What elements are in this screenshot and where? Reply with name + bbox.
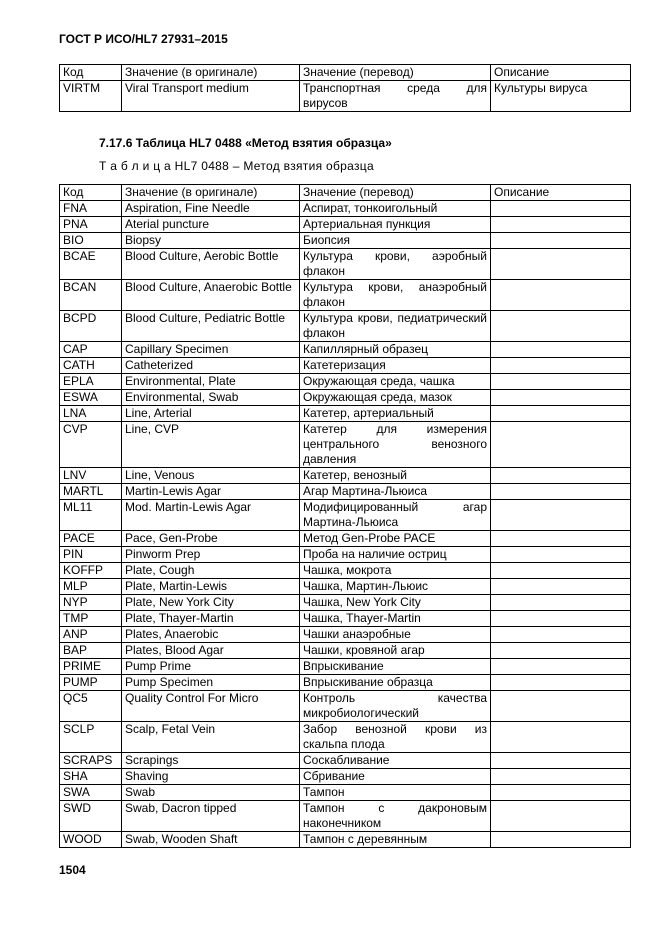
translated-value-cell: Проба на наличие остриц xyxy=(300,547,491,563)
translated-value-cell: Контроль качества микробиологический xyxy=(300,691,491,722)
table-row xyxy=(60,280,631,311)
description-cell xyxy=(491,801,631,832)
description-cell xyxy=(491,500,631,531)
code-cell: BAP xyxy=(60,643,122,659)
table-row xyxy=(60,358,631,374)
table-row xyxy=(60,342,631,358)
description-cell xyxy=(491,659,631,675)
description-cell xyxy=(491,627,631,643)
description-cell xyxy=(491,675,631,691)
original-value-cell: Line, CVP xyxy=(122,422,300,468)
description-cell xyxy=(491,643,631,659)
translated-value-cell: Транспортная среда для вирусов xyxy=(300,81,491,112)
table-row xyxy=(60,406,631,422)
table-row xyxy=(60,547,631,563)
table-row xyxy=(60,311,631,342)
table-row xyxy=(60,563,631,579)
description-cell xyxy=(491,358,631,374)
code-cell: KOFFP xyxy=(60,563,122,579)
header-row xyxy=(60,185,631,201)
original-value-cell: Plate, New York City xyxy=(122,595,300,611)
code-cell: SCLP xyxy=(60,722,122,753)
code-cell: ESWA xyxy=(60,390,122,406)
original-value-cell: Shaving xyxy=(122,769,300,785)
description-cell xyxy=(491,280,631,311)
description-cell xyxy=(491,406,631,422)
description-cell xyxy=(491,769,631,785)
original-value-cell: Line, Venous xyxy=(122,468,300,484)
code-cell: SHA xyxy=(60,769,122,785)
translated-value-cell: Чашка, New York City xyxy=(300,595,491,611)
table-row xyxy=(60,217,631,233)
code-cell: FNA xyxy=(60,201,122,217)
original-value-cell: Viral Transport medium xyxy=(122,81,300,112)
translated-value-cell: Впрыскивание xyxy=(300,659,491,675)
document-header: ГОСТ Р ИСО/HL7 27931–2015 xyxy=(59,32,228,46)
table-caption: Т а б л и ц а HL7 0488 – Метод взятия образца xyxy=(99,159,374,173)
original-value-cell: Pace, Gen-Probe xyxy=(122,531,300,547)
code-cell: LNV xyxy=(60,468,122,484)
code-cell: PIN xyxy=(60,547,122,563)
table-row xyxy=(60,468,631,484)
translated-value-cell: Тампон с дакроновым наконечником xyxy=(300,801,491,832)
table-row xyxy=(60,595,631,611)
translated-value-cell: Метод Gen-Probe PACE xyxy=(300,531,491,547)
description-cell xyxy=(491,374,631,390)
column-header: Код xyxy=(60,65,122,81)
code-cell: PACE xyxy=(60,531,122,547)
description-cell xyxy=(491,342,631,358)
original-value-cell: Pump Prime xyxy=(122,659,300,675)
description-cell xyxy=(491,785,631,801)
description-cell xyxy=(491,722,631,753)
code-cell: BCAE xyxy=(60,249,122,280)
code-cell: BCPD xyxy=(60,311,122,342)
column-header: Значение (в оригинале) xyxy=(122,185,300,201)
code-cell: BCAN xyxy=(60,280,122,311)
translated-value-cell: Модифицированный агар Мартина-Льюиса xyxy=(300,500,491,531)
original-value-cell: Environmental, Plate xyxy=(122,374,300,390)
description-cell xyxy=(491,422,631,468)
column-header: Значение (перевод) xyxy=(300,65,491,81)
translated-value-cell: Агар Мартина-Льюиса xyxy=(300,484,491,500)
description-cell xyxy=(491,563,631,579)
translated-value-cell: Чашка, Thayer-Martin xyxy=(300,611,491,627)
translated-value-cell: Тампон с деревянным xyxy=(300,832,491,848)
code-cell: VIRTM xyxy=(60,81,122,112)
table-row xyxy=(60,722,631,753)
code-cell: PNA xyxy=(60,217,122,233)
code-cell: EPLA xyxy=(60,374,122,390)
original-value-cell: Aterial puncture xyxy=(122,217,300,233)
table-row xyxy=(60,611,631,627)
original-value-cell: Martin-Lewis Agar xyxy=(122,484,300,500)
original-value-cell: Line, Arterial xyxy=(122,406,300,422)
original-value-cell: Swab, Dacron tipped xyxy=(122,801,300,832)
code-cell: BIO xyxy=(60,233,122,249)
translated-value-cell: Тампон xyxy=(300,785,491,801)
table-row xyxy=(60,832,631,848)
description-cell xyxy=(491,468,631,484)
code-cell: NYP xyxy=(60,595,122,611)
translated-value-cell: Соскабливание xyxy=(300,753,491,769)
original-value-cell: Quality Control For Micro xyxy=(122,691,300,722)
description-cell xyxy=(491,832,631,848)
table-row xyxy=(60,801,631,832)
code-cell: WOOD xyxy=(60,832,122,848)
table-row xyxy=(60,484,631,500)
table-row xyxy=(60,531,631,547)
translated-value-cell: Капиллярный образец xyxy=(300,342,491,358)
column-header: Код xyxy=(60,185,122,201)
translated-value-cell: Чашки, кровяной агар xyxy=(300,643,491,659)
description-cell xyxy=(491,217,631,233)
translated-value-cell: Аспират, тонкоигольный xyxy=(300,201,491,217)
original-value-cell: Pinworm Prep xyxy=(122,547,300,563)
original-value-cell: Pump Specimen xyxy=(122,675,300,691)
original-value-cell: Plate, Cough xyxy=(122,563,300,579)
translated-value-cell: Культура крови, анаэробный флакон xyxy=(300,280,491,311)
section-heading: 7.17.6 Таблица HL7 0488 «Метод взятия образца» xyxy=(99,136,392,150)
original-value-cell: Swab, Wooden Shaft xyxy=(122,832,300,848)
description-cell xyxy=(491,579,631,595)
table-row xyxy=(60,390,631,406)
translated-value-cell: Забор венозной крови из скальпа плода xyxy=(300,722,491,753)
original-value-cell: Swab xyxy=(122,785,300,801)
table-row xyxy=(60,233,631,249)
description-cell xyxy=(491,311,631,342)
description-cell xyxy=(491,611,631,627)
page-number: 1504 xyxy=(59,863,86,877)
table-row xyxy=(60,500,631,531)
original-value-cell: Capillary Specimen xyxy=(122,342,300,358)
description-cell xyxy=(491,595,631,611)
description-cell xyxy=(491,484,631,500)
translated-value-cell: Сбривание xyxy=(300,769,491,785)
code-cell: SCRAPS xyxy=(60,753,122,769)
code-cell: ANP xyxy=(60,627,122,643)
original-value-cell: Aspiration, Fine Needle xyxy=(122,201,300,217)
description-cell xyxy=(491,691,631,722)
original-value-cell: Plate, Martin-Lewis xyxy=(122,579,300,595)
table-row xyxy=(60,374,631,390)
code-cell: CATH xyxy=(60,358,122,374)
column-header: Значение (перевод) xyxy=(300,185,491,201)
translated-value-cell: Культура крови, аэробный флакон xyxy=(300,249,491,280)
table-row xyxy=(60,659,631,675)
code-cell: MARTL xyxy=(60,484,122,500)
original-value-cell: Blood Culture, Pediatric Bottle xyxy=(122,311,300,342)
translated-value-cell: Чашка, мокрота xyxy=(300,563,491,579)
table-row xyxy=(60,579,631,595)
description-cell xyxy=(491,753,631,769)
code-cell: TMP xyxy=(60,611,122,627)
table-row xyxy=(60,643,631,659)
original-value-cell: Blood Culture, Anaerobic Bottle xyxy=(122,280,300,311)
description-cell xyxy=(491,531,631,547)
translated-value-cell: Чашки анаэробные xyxy=(300,627,491,643)
table-row xyxy=(60,753,631,769)
original-value-cell: Blood Culture, Aerobic Bottle xyxy=(122,249,300,280)
code-cell: QC5 xyxy=(60,691,122,722)
original-value-cell: Environmental, Swab xyxy=(122,390,300,406)
code-cell: PUMP xyxy=(60,675,122,691)
translated-value-cell: Окружающая среда, чашка xyxy=(300,374,491,390)
virtm-table xyxy=(59,64,631,112)
translated-value-cell: Окружающая среда, мазок xyxy=(300,390,491,406)
description-cell xyxy=(491,201,631,217)
translated-value-cell: Чашка, Мартин-Льюис xyxy=(300,579,491,595)
translated-value-cell: Катетер для измерения центрального венозного давления xyxy=(300,422,491,468)
code-cell: ML11 xyxy=(60,500,122,531)
table-row xyxy=(60,201,631,217)
code-cell: PRIME xyxy=(60,659,122,675)
code-cell: CVP xyxy=(60,422,122,468)
code-cell: SWD xyxy=(60,801,122,832)
original-value-cell: Biopsy xyxy=(122,233,300,249)
description-cell: Культуры вируса xyxy=(491,81,631,112)
translated-value-cell: Артериальная пункция xyxy=(300,217,491,233)
description-cell xyxy=(491,390,631,406)
code-cell: LNA xyxy=(60,406,122,422)
description-cell xyxy=(491,249,631,280)
original-value-cell: Mod. Martin-Lewis Agar xyxy=(122,500,300,531)
column-header: Значение (в оригинале) xyxy=(122,65,300,81)
column-header: Описание xyxy=(491,65,631,81)
table-row xyxy=(60,81,631,112)
table-row xyxy=(60,627,631,643)
header-row xyxy=(60,65,631,81)
table-row xyxy=(60,422,631,468)
table-row xyxy=(60,675,631,691)
column-header: Описание xyxy=(491,185,631,201)
original-value-cell: Catheterized xyxy=(122,358,300,374)
original-value-cell: Scrapings xyxy=(122,753,300,769)
original-value-cell: Scalp, Fetal Vein xyxy=(122,722,300,753)
code-cell: SWA xyxy=(60,785,122,801)
translated-value-cell: Катетеризация xyxy=(300,358,491,374)
translated-value-cell: Катетер, артериальный xyxy=(300,406,491,422)
specimen-collection-method-table xyxy=(59,184,631,848)
translated-value-cell: Культура крови, педиатрический флакон xyxy=(300,311,491,342)
code-cell: CAP xyxy=(60,342,122,358)
description-cell xyxy=(491,233,631,249)
translated-value-cell: Биопсия xyxy=(300,233,491,249)
table-row xyxy=(60,769,631,785)
description-cell xyxy=(491,547,631,563)
table-row xyxy=(60,785,631,801)
translated-value-cell: Впрыскивание образца xyxy=(300,675,491,691)
original-value-cell: Plates, Blood Agar xyxy=(122,643,300,659)
table-row xyxy=(60,249,631,280)
table-row xyxy=(60,691,631,722)
code-cell: MLP xyxy=(60,579,122,595)
translated-value-cell: Катетер, венозный xyxy=(300,468,491,484)
original-value-cell: Plate, Thayer-Martin xyxy=(122,611,300,627)
original-value-cell: Plates, Anaerobic xyxy=(122,627,300,643)
